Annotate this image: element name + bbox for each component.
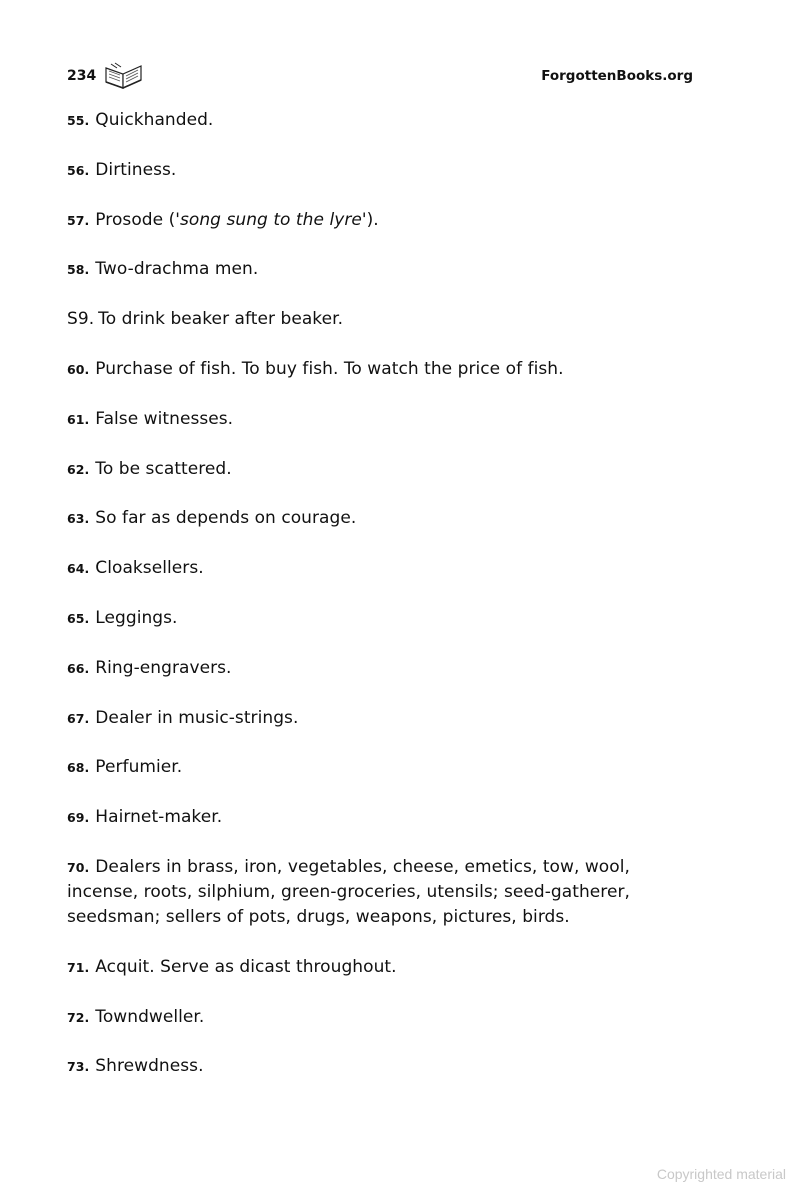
entry-text: Quickhanded.: [95, 110, 214, 130]
list-item: [67, 357, 697, 382]
entry-number: 69.: [67, 810, 90, 826]
entry-number: 64.: [67, 561, 90, 577]
entry-text: Ring-engravers.: [95, 657, 232, 678]
entry-text: Shrewdness.: [95, 1056, 204, 1077]
entry-number: 68.: [67, 760, 90, 776]
entry-text: Hairnet-maker.: [95, 807, 223, 828]
list-item: [67, 706, 697, 731]
entry-number: 67.: [67, 710, 90, 726]
site-name: ForgottenBooks.org: [541, 68, 693, 84]
list-item: [67, 506, 697, 531]
list-item: [67, 1054, 697, 1079]
list-item: [67, 855, 697, 930]
entry-text: Dealers in brass, iron, vegetables, cheese, emetics, tow, wool, incense, roots, silphium, green-groceries, utensils; seed-gatherer, seedsman; sellers of pots, drugs, weapons, pictures, birds.: [67, 856, 630, 927]
entry-text: To drink beaker after beaker.: [98, 309, 344, 330]
page-number: 234: [67, 68, 97, 84]
entry-text: Cloaksellers.: [95, 558, 204, 579]
list-item: [67, 606, 697, 631]
entry-text: Towndweller.: [95, 1006, 205, 1027]
entry-number: 71.: [67, 959, 90, 975]
list-item: [67, 158, 697, 183]
entry-number: 70.: [67, 859, 90, 875]
entry-text: Purchase of fish. To buy fish. To watch the price of fish.: [95, 358, 564, 379]
entry-text-post: ).: [366, 209, 379, 230]
entry-number: 63.: [67, 511, 90, 527]
list-item: [67, 257, 697, 282]
list-item: [67, 656, 697, 681]
list-item: [67, 805, 697, 830]
entry-text-italic: 'song sung to the lyre': [175, 209, 367, 230]
entry-number: 60.: [67, 361, 90, 377]
entry-text: Dirtiness.: [95, 159, 177, 180]
entry-text: Two-drachma men.: [95, 259, 259, 280]
entry-text: Acquit. Serve as dicast throughout.: [95, 956, 397, 977]
list-item: [67, 108, 697, 133]
open-book-icon: [103, 62, 145, 90]
entry-number: 65.: [67, 610, 90, 626]
entry-number: S9.: [67, 309, 95, 330]
entry-number: 57.: [67, 212, 90, 228]
list-item: [67, 407, 697, 432]
entry-number: 61.: [67, 411, 90, 427]
entry-text: To be scattered.: [95, 458, 232, 479]
entry-number: 58.: [67, 262, 90, 278]
list-item: [67, 556, 697, 581]
copyright-watermark: Copyrighted material: [656, 1166, 786, 1182]
notes-list: [67, 108, 697, 1104]
entry-number: 56.: [67, 162, 90, 178]
list-item: [67, 1005, 697, 1030]
list-item: [67, 755, 697, 780]
entry-text: Dealer in music-strings.: [95, 707, 299, 728]
list-item: [67, 955, 697, 980]
entry-text: False witnesses.: [95, 408, 234, 429]
entry-text: Perfumier.: [95, 757, 183, 778]
list-item: [67, 208, 697, 233]
page-header: [67, 62, 693, 92]
entry-number: 72.: [67, 1009, 90, 1025]
list-item: [67, 457, 697, 482]
entry-text: So far as depends on courage.: [95, 508, 357, 529]
entry-number: 66.: [67, 660, 90, 676]
entry-number: 62.: [67, 461, 90, 477]
entry-number: 73.: [67, 1059, 90, 1075]
entry-text: Leggings.: [95, 607, 178, 628]
entry-number: 55.: [67, 113, 90, 128]
entry-text: [95, 210, 378, 230]
entry-text-pre: Prosode (: [95, 209, 176, 230]
list-item: [67, 307, 697, 332]
